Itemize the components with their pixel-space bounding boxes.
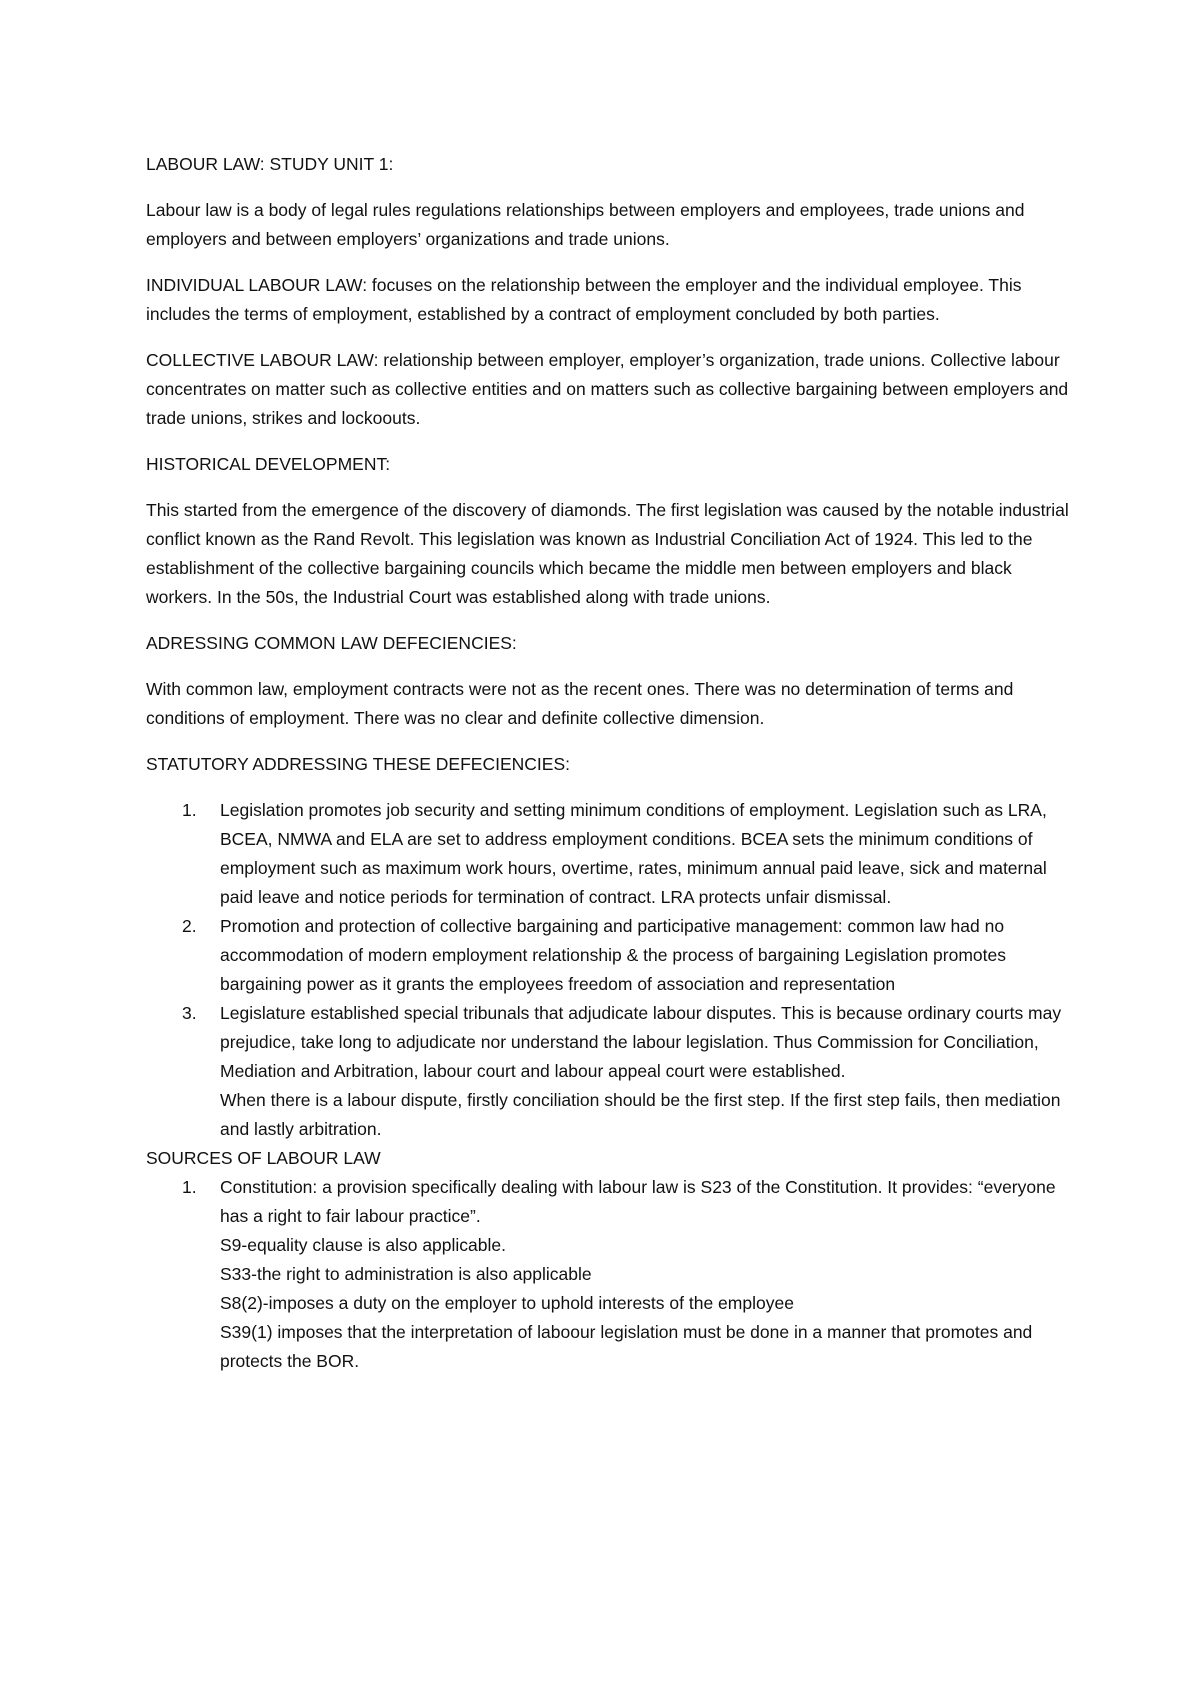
- intro-paragraph: Labour law is a body of legal rules regulations relationships between employers and employees, trade unions and employers and between employers’ organizations and trade unions.: [146, 200, 1025, 249]
- collective-labour-law-paragraph: COLLECTIVE LABOUR LAW: relationship between employer, employer’s organization, trade unions. Collective labour concentrates on matter such as collective entities and on matters such as collective bargaining between employers and trade unions, strikes and lockoouts.: [146, 350, 1069, 428]
- list-item-number: 2.: [182, 916, 197, 936]
- list-item: [146, 1173, 1076, 1376]
- list-item-text: Promotion and protection of collective bargaining and participative management: common law had no accommodation of modern employment relationship & the process of bargaining Legislation promotes bargaining power as it grants the employees freedom of association and representation: [220, 916, 1006, 994]
- statutory-heading: STATUTORY ADDRESSING THESE DEFECIENCIES:: [146, 754, 570, 774]
- list-item-text: S39(1) imposes that the interpretation of laboour legislation must be done in a manner that promotes and protects the BOR.: [220, 1322, 1033, 1371]
- list-item-text: Legislation promotes job security and setting minimum conditions of employment. Legislation such as LRA, BCEA, NMWA and ELA are set to address employment conditions. BCEA sets the minimum conditions of employment such as maximum work hours, overtime, rates, minimum annual paid leave, sick and maternal paid leave and notice periods for termination of contract. LRA protects unfair dismissal.: [220, 800, 1047, 907]
- historical-development-paragraph: This started from the emergence of the discovery of diamonds. The first legislation was caused by the notable industrial conflict known as the Rand Revolt. This legislation was known as Industrial Conciliation Act of 1924. This led to the establishment of the collective bargaining councils which became the middle men between employers and black workers. In the 50s, the Industrial Court was established along with trade unions.: [146, 500, 1069, 607]
- list-item-text: Legislature established special tribunals that adjudicate labour disputes. This is because ordinary courts may prejudice, take long to adjudicate nor understand the labour legislation. Thus Commission for Conciliation, Mediation and Arbitration, labour court and labour appeal court were established.: [220, 1003, 1062, 1081]
- document-title: LABOUR LAW: STUDY UNIT 1:: [146, 154, 394, 174]
- document-page: [146, 150, 1076, 1376]
- list-item-number: 1.: [182, 800, 197, 820]
- list-item: [146, 912, 1076, 999]
- list-item: [146, 999, 1076, 1144]
- list-item: [146, 796, 1076, 912]
- list-item-number: 1.: [182, 1177, 197, 1197]
- sources-heading: SOURCES OF LABOUR LAW: [146, 1148, 381, 1168]
- list-item-text: S8(2)-imposes a duty on the employer to uphold interests of the employee: [220, 1293, 794, 1313]
- historical-development-heading: HISTORICAL DEVELOPMENT:: [146, 454, 391, 474]
- list-item-text: Constitution: a provision specifically dealing with labour law is S23 of the Constitution. It provides: “everyone has a right to fair labour practice”.: [220, 1177, 1056, 1226]
- statutory-list: [146, 796, 1076, 1144]
- addressing-defeciencies-paragraph: With common law, employment contracts were not as the recent ones. There was no determination of terms and conditions of employment. There was no clear and definite collective dimension.: [146, 679, 1014, 728]
- individual-labour-law-paragraph: INDIVIDUAL LABOUR LAW: focuses on the relationship between the employer and the individual employee. This includes the terms of employment, established by a contract of employment concluded by both parties.: [146, 275, 1022, 324]
- list-item-number: 3.: [182, 1003, 197, 1023]
- list-item-extra-text: When there is a labour dispute, firstly conciliation should be the first step. If the first step fails, then mediation and lastly arbitration.: [220, 1090, 1061, 1139]
- list-item-text: S9-equality clause is also applicable.: [220, 1235, 506, 1255]
- addressing-defeciencies-heading: ADRESSING COMMON LAW DEFECIENCIES:: [146, 633, 517, 653]
- sources-list: [146, 1173, 1076, 1376]
- list-item-text: S33-the right to administration is also applicable: [220, 1264, 592, 1284]
